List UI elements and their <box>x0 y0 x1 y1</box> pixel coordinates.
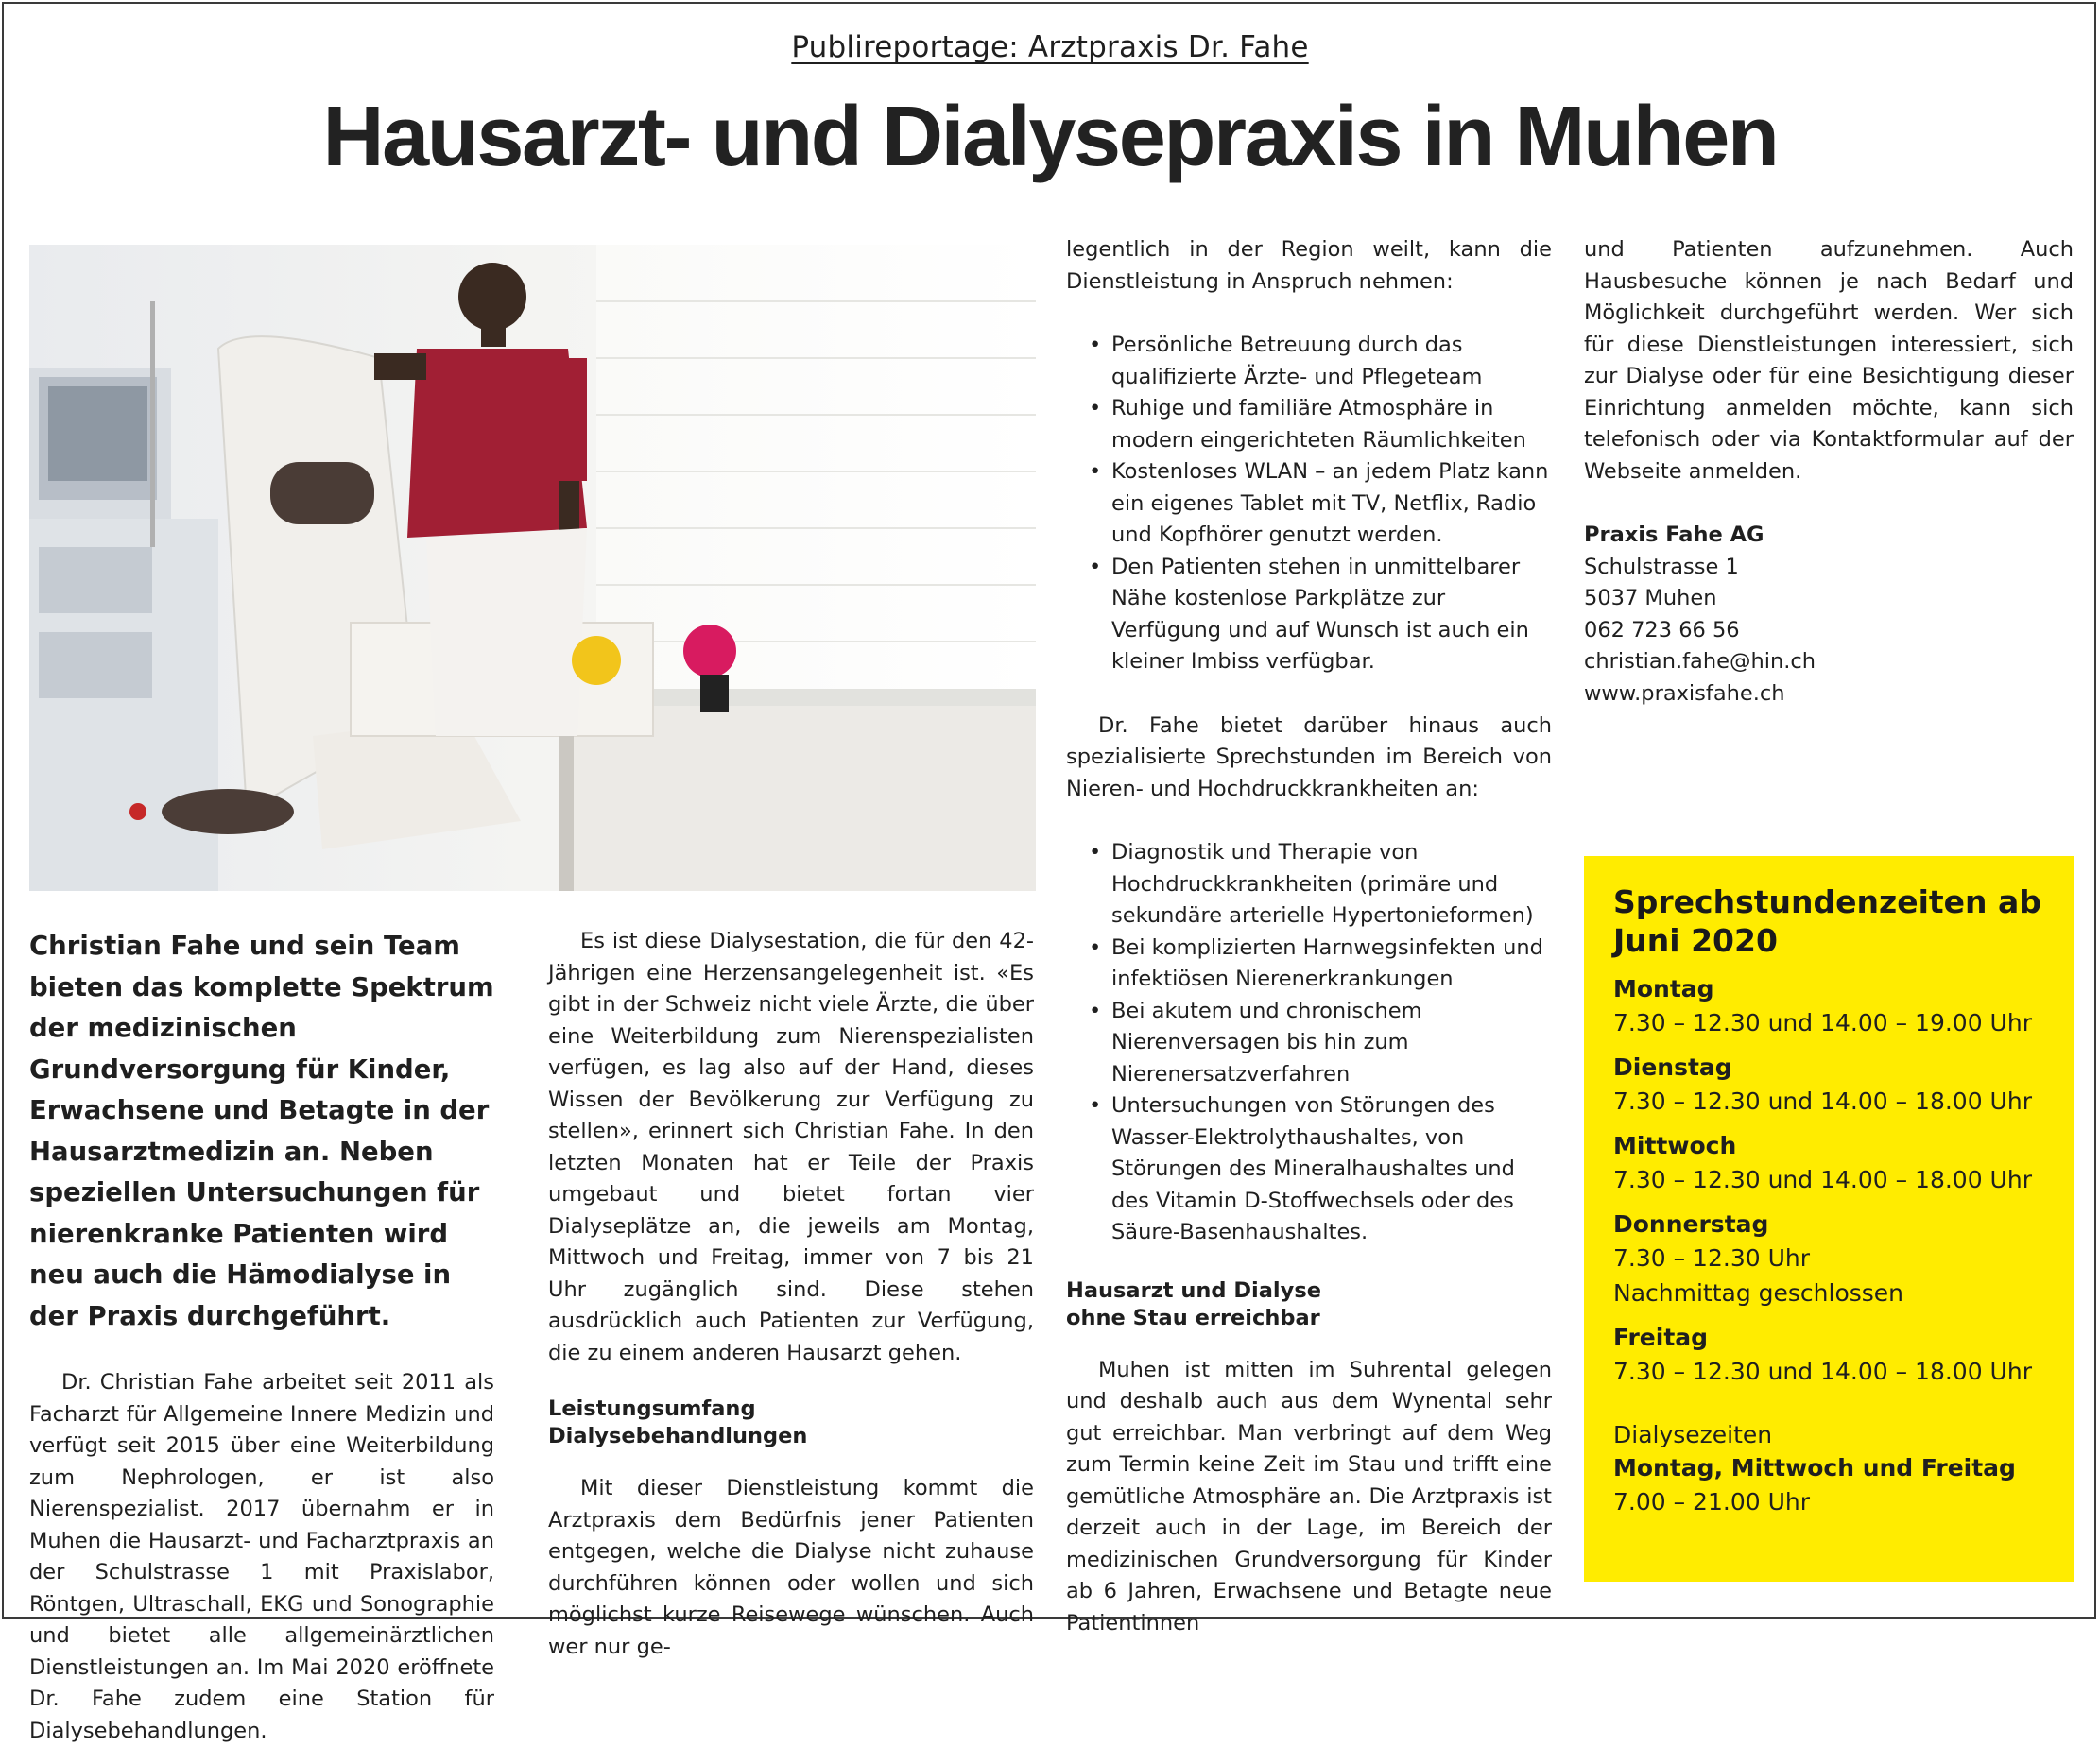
column-3 <box>1066 234 1552 1639</box>
list-item: • Ruhige und familiäre Atmosphäre in modern eingerichteten Räumlichkeiten <box>1066 393 1552 456</box>
day-time: 7.30 – 12.30 und 14.00 – 19.00 Uhr <box>1613 1009 2032 1036</box>
lead-paragraph: Christian Fahe und sein Team bieten das komplette Spektrum der medizinischen Grundversorgung für Kinder, Erwachsene und Betagte in der Hausarztmedizin an. Neben speziellen Untersuchungen für nierenkranke Patienten wird neu auch die Hämodialyse in der Praxis durchgeführt. <box>29 931 494 1331</box>
kicker-text: Publireportage: Arztpraxis Dr. Fahe <box>791 30 1309 64</box>
column-2 <box>548 926 1034 1663</box>
list-item: • Persönliche Betreuung durch das qualifizierte Ärzte- und Pflegeteam <box>1066 330 1552 393</box>
day-label: Donnerstag <box>1613 1210 1769 1238</box>
day-note: Nachmittag geschlossen <box>1613 1279 1904 1307</box>
contact-city: 5037 Muhen <box>1584 586 1717 610</box>
day-time: 7.30 – 12.30 und 14.00 – 18.00 Uhr <box>1613 1166 2032 1193</box>
list-item: • Kostenloses WLAN – an jedem Platz kann ein eigenes Tablet mit TV, Netflix, Radio und Kopfhörer genutzt werden. <box>1066 456 1552 552</box>
body-paragraph: Mit dieser Dienstleistung kommt die Arztpraxis dem Bedürfnis jener Patienten entgegen, welche die Dialyse nicht zuhause durchführen können oder wollen und sich möglichst kurze Reisewege wünschen. Auch wer nur ge- <box>548 1476 1034 1659</box>
office-hours-box <box>1584 856 2074 1582</box>
dialysis-days: Montag, Mittwoch und Freitag <box>1613 1454 2016 1482</box>
list-item: • Bei komplizierten Harnwegsinfekten und infektiösen Nierenerkrankungen <box>1066 933 1552 996</box>
day-label: Montag <box>1613 975 1714 1002</box>
body-paragraph: legentlich in der Region weilt, kann die Dienstleistung in Anspruch nehmen: <box>1066 237 1552 294</box>
column-1 <box>29 926 494 1747</box>
headline: Hausarzt- und Dialysepraxis in Muhen <box>322 90 1778 184</box>
contact-phone: 062 723 66 56 <box>1584 617 1740 642</box>
day-time: 7.30 – 12.30 und 14.00 – 18.00 Uhr <box>1613 1088 2032 1115</box>
column-4 <box>1584 234 2074 710</box>
contact-web: www.praxisfahe.ch <box>1584 680 1785 706</box>
list-item: • Untersuchungen von Störungen des Wasser-Elektrolythaushaltes, von Störungen des Mineralhaushaltes und des Vitamin D-Stoffwechsels oder des Säure-Basenhaushaltes. <box>1066 1090 1552 1249</box>
service-list <box>1066 330 1552 678</box>
contact-name: Praxis Fahe AG <box>1584 522 1764 547</box>
list-item: • Den Patienten stehen in unmittelbarer Nähe kostenlose Parkplätze zur Verfügung und auf Wunsch ist auch ein kleiner Imbiss verfügbar. <box>1066 552 1552 678</box>
contact-email: christian.fahe@hin.ch <box>1584 649 1816 674</box>
list-item: • Bei akutem und chronischem Nierenversagen bis hin zum Nierenersatzverfahren <box>1066 996 1552 1091</box>
kicker <box>0 30 2100 64</box>
body-paragraph: Dr. Fahe bietet darüber hinaus auch spezialisierte Sprechstunden im Bereich von Nieren- und Hochdruckkrankheiten an: <box>1066 712 1552 801</box>
contact-street: Schulstrasse 1 <box>1584 554 1739 579</box>
body-paragraph: und Patienten aufzunehmen. Auch Hausbesuche können je nach Bedarf und Möglichkeit durchgeführt werden. Wer sich für diese Dienstleistungen interessiert, sich zur Dialyse oder für eine Besichtigung dieser Einrichtung anmelden möchte, kann sich telefonisch oder via Kontaktformular auf der Webseite anmelden. <box>1584 237 2074 484</box>
dialysis-label: Dialysezeiten <box>1613 1421 1773 1448</box>
office-hours-title: Sprechstundenzeiten ab Juni 2020 <box>1613 883 2041 959</box>
contact-block <box>1584 520 2074 710</box>
photo-icon <box>29 245 1036 891</box>
day-label: Freitag <box>1613 1324 1709 1351</box>
day-label: Mittwoch <box>1613 1132 1737 1159</box>
subheading <box>1066 1277 1552 1332</box>
body-paragraph: Es ist diese Dialysestation, die für den 42-Jährigen eine Herzensangelegenheit ist. «Es gibt in der Schweiz nicht viele Ärzte, die über eine Weiterbildung zum Nierenspezialisten verfügen, es lag also auf der Hand, dieses Wissen der Bevölkerung zur Verfügung zu stellen», erinnert sich Christian Fahe. In den letzten Monaten hat er Teile der Praxis umgebaut und bietet fortan vier Dialyseplätze an, die jeweils am Montag, Mittwoch und Freitag, immer von 7 bis 21 Uhr zugänglich sind. Diese stehen ausdrücklich auch Patienten zur Verfügung, die zu einem anderen Hausarzt gehen. <box>548 929 1034 1365</box>
consultation-list <box>1066 837 1552 1249</box>
subheading-line: ohne Stau erreichbar <box>1066 1305 1320 1330</box>
day-time: 7.30 – 12.30 und 14.00 – 18.00 Uhr <box>1613 1358 2032 1385</box>
body-paragraph: Dr. Christian Fahe arbeitet seit 2011 als Facharzt für Allgemeine Innere Medizin und verfügt seit 2015 über eine Weiterbildung zum Nephrologen, er ist also Nierenspezialist. 2017 übernahm er in Muhen die Hausarzt- und Facharztpraxis an der Schulstrasse 1 mit Praxislabor, Röntgen, Ultraschall, EKG und Sonographie und bietet alle allgemeinärztlichen Dienstleistungen an. Im Mai 2020 eröffnete Dr. Fahe zudem eine Station für Dialysebehandlungen. <box>29 1370 494 1743</box>
subheading-line: Dialysebehandlungen <box>548 1424 808 1448</box>
subheading <box>548 1396 1034 1450</box>
day-label: Dienstag <box>1613 1053 1732 1081</box>
list-item: • Diagnostik und Therapie von Hochdruckkrankheiten (primäre und sekundäre arterielle Hypertonieformen) <box>1066 837 1552 933</box>
article-photo <box>29 245 1036 891</box>
subheading-line: Leistungsumfang <box>548 1396 756 1421</box>
body-paragraph: Muhen ist mitten im Suhrental gelegen und deshalb auch aus dem Wynental sehr gut erreichbar. Man verbringt auf dem Weg zum Termin keine Zeit im Stau und trifft eine gemütliche Atmosphäre an. Die Arztpraxis ist derzeit auch in der Lage, im Bereich der medizinischen Grundversorgung für Kinder ab 6 Jahren, Erwachsene und Betagte neue Patientinnen <box>1066 1357 1552 1636</box>
dialysis-time: 7.00 – 21.00 Uhr <box>1613 1488 1810 1516</box>
day-time: 7.30 – 12.30 Uhr <box>1613 1244 1810 1272</box>
subheading-line: Hausarzt und Dialyse <box>1066 1277 1321 1303</box>
